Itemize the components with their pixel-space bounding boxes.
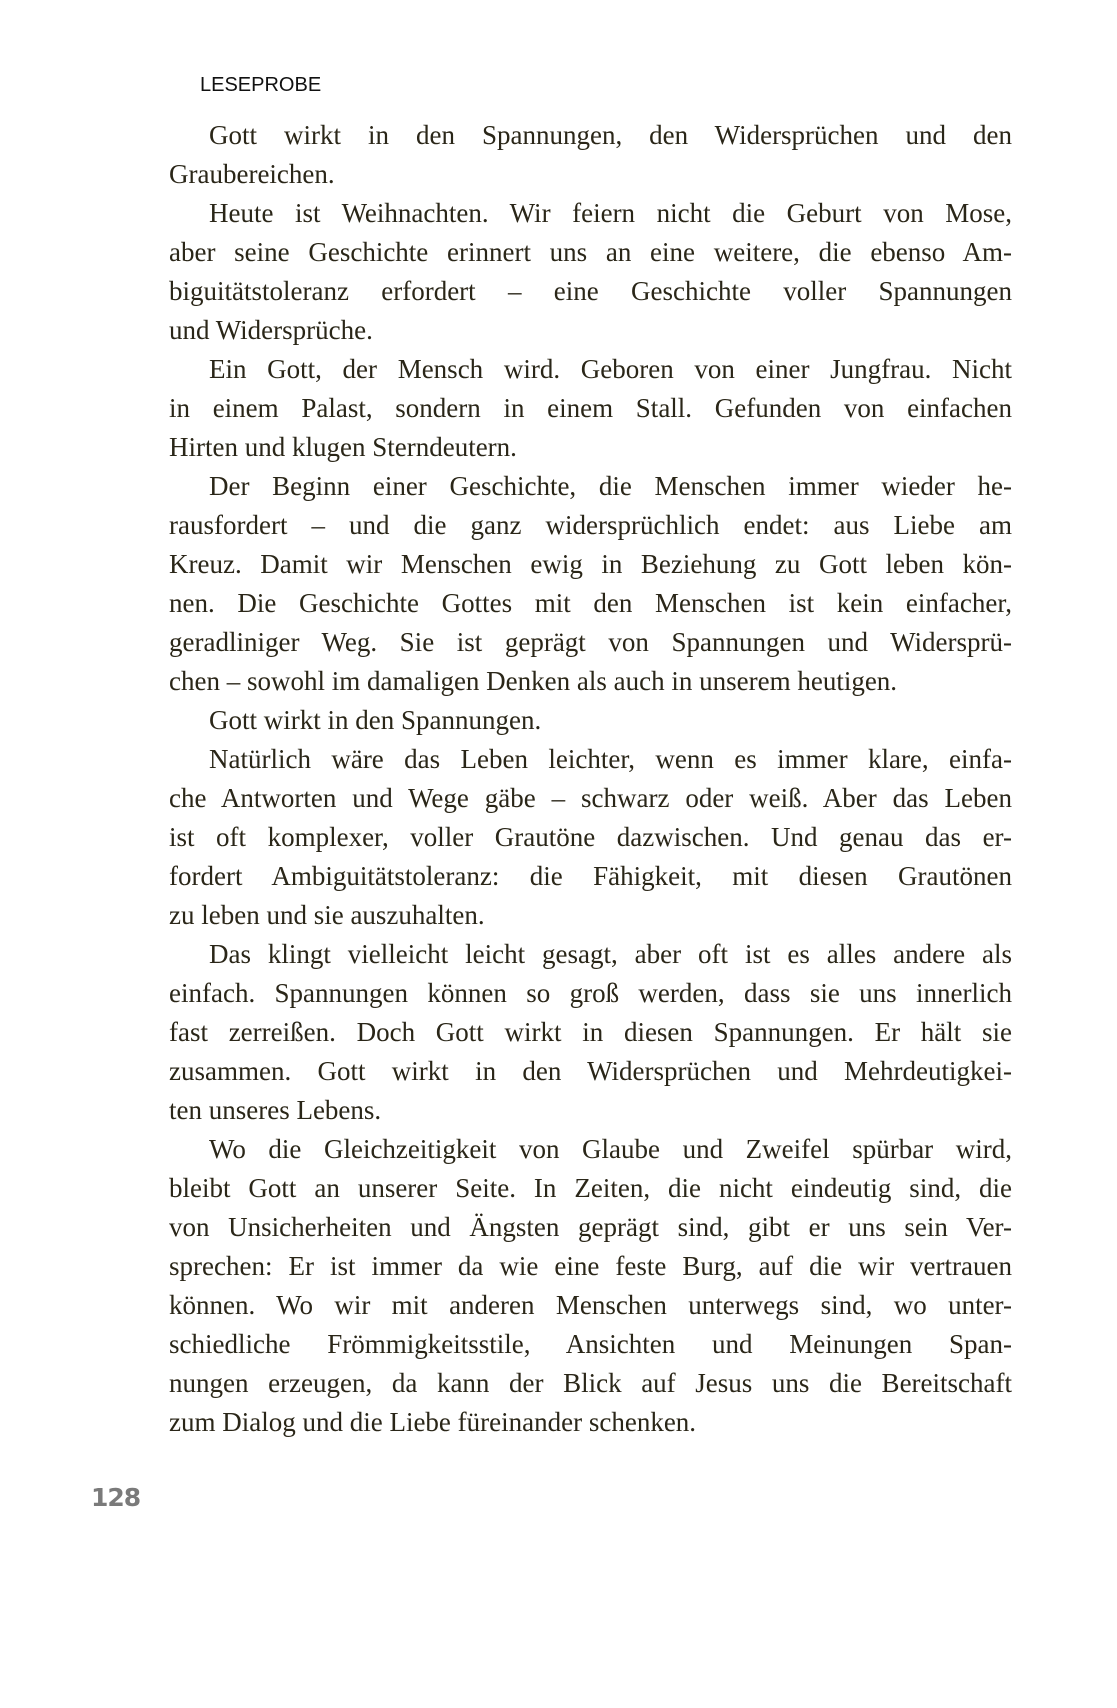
text-line: können. Wo wir mit anderen Menschen unterwegs sind, wo unter- — [169, 1290, 1012, 1320]
paragraph — [169, 350, 1012, 467]
text-line: Gott wirkt in den Spannungen, den Widersprüchen und den — [209, 120, 1012, 150]
paragraph — [169, 740, 1012, 935]
text-line: zusammen. Gott wirkt in den Widersprüchen und Mehrdeutigkei- — [169, 1056, 1012, 1086]
body-text — [169, 116, 1012, 1442]
text-line: fast zerreißen. Doch Gott wirkt in diesen Spannungen. Er hält sie — [169, 1017, 1012, 1047]
paragraph — [169, 935, 1012, 1130]
text-line: Gott wirkt in den Spannungen. — [209, 705, 542, 735]
text-line: rausfordert – und die ganz widersprüchlich endet: aus Liebe am — [169, 510, 1012, 540]
text-line: Ein Gott, der Mensch wird. Geboren von einer Jungfrau. Nicht — [209, 354, 1012, 384]
paragraph — [169, 467, 1012, 701]
paragraph — [169, 194, 1012, 350]
text-line: Der Beginn einer Geschichte, die Menschen immer wieder he- — [209, 471, 1012, 501]
text-line: Graubereichen. — [169, 159, 335, 189]
text-line: che Antworten und Wege gäbe – schwarz oder weiß. Aber das Leben — [169, 783, 1012, 813]
text-line: Heute ist Weihnachten. Wir feiern nicht die Geburt von Mose, — [209, 198, 1012, 228]
text-line: geradliniger Weg. Sie ist geprägt von Spannungen und Widersprü- — [169, 627, 1012, 657]
page-number: 128 — [91, 1483, 141, 1512]
text-line: Kreuz. Damit wir Menschen ewig in Beziehung zu Gott leben kön- — [169, 549, 1012, 579]
text-line: nungen erzeugen, da kann der Blick auf Jesus uns die Bereitschaft — [169, 1368, 1012, 1398]
text-line: in einem Palast, sondern in einem Stall. Gefunden von einfachen — [169, 393, 1012, 423]
excerpt-header: LESEPROBE — [200, 74, 322, 96]
text-line: Das klingt vielleicht leicht gesagt, aber oft ist es alles andere als — [209, 939, 1012, 969]
text-line: ist oft komplexer, voller Grautöne dazwischen. Und genau das er- — [169, 822, 1012, 852]
text-line: chen – sowohl im damaligen Denken als auch in unserem heutigen. — [169, 666, 898, 696]
text-line: zu leben und sie auszuhalten. — [169, 900, 485, 930]
text-line: Natürlich wäre das Leben leichter, wenn es immer klare, einfa- — [209, 744, 1012, 774]
paragraph — [169, 701, 1012, 740]
text-line: bleibt Gott an unserer Seite. In Zeiten, die nicht eindeutig sind, die — [169, 1173, 1012, 1203]
text-line: ten unseres Lebens. — [169, 1095, 382, 1125]
paragraph — [169, 116, 1012, 194]
text-line: fordert Ambiguitätstoleranz: die Fähigkeit, mit diesen Grautönen — [169, 861, 1012, 891]
text-line: aber seine Geschichte erinnert uns an eine weitere, die ebenso Am- — [169, 237, 1012, 267]
text-line: Wo die Gleichzeitigkeit von Glaube und Zweifel spürbar wird, — [209, 1134, 1012, 1164]
paragraph — [169, 1130, 1012, 1442]
text-line: und Widersprüche. — [169, 315, 373, 345]
text-line: schiedliche Frömmigkeitsstile, Ansichten und Meinungen Span- — [169, 1329, 1012, 1359]
text-line: Hirten und klugen Sterndeutern. — [169, 432, 517, 462]
text-line: nen. Die Geschichte Gottes mit den Menschen ist kein einfacher, — [169, 588, 1012, 618]
text-line: biguitätstoleranz erfordert – eine Geschichte voller Spannungen — [169, 276, 1012, 306]
text-line: von Unsicherheiten und Ängsten geprägt sind, gibt er uns sein Ver- — [169, 1212, 1012, 1242]
text-line: zum Dialog und die Liebe füreinander schenken. — [169, 1407, 697, 1437]
text-line: sprechen: Er ist immer da wie eine feste Burg, auf die wir vertrauen — [169, 1251, 1012, 1281]
text-line: einfach. Spannungen können so groß werden, dass sie uns innerlich — [169, 978, 1012, 1008]
